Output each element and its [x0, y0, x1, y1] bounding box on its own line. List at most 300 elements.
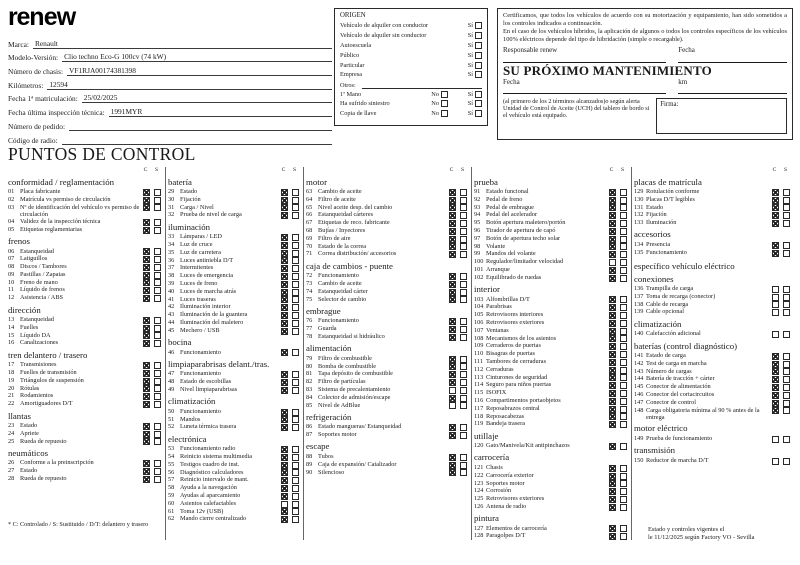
- checklist-item: [168, 204, 299, 212]
- checklist-item: [306, 243, 467, 251]
- item-label: Conector de alimentación: [646, 383, 711, 391]
- checklist-item: [168, 378, 299, 386]
- controlado-checkbox: [281, 477, 288, 484]
- item-number: 146: [634, 391, 644, 399]
- item-checkboxes: [772, 285, 790, 293]
- sustituido-checkbox: [460, 220, 467, 227]
- checklist-item: [8, 385, 161, 393]
- sustituido-checkbox: [460, 424, 467, 431]
- sustituido-checkbox: [292, 349, 299, 356]
- checklist-item: [634, 368, 790, 376]
- section-title: frenos: [8, 236, 30, 246]
- sustituido-checkbox: [292, 462, 299, 469]
- item-label: Pedal del acelerador: [486, 211, 538, 219]
- sustituido-checkbox: [154, 287, 161, 294]
- checklist-item: [168, 319, 299, 327]
- item-number: 105: [474, 311, 484, 319]
- item-label: Latiguillos: [20, 255, 48, 263]
- item-number: 78: [306, 332, 313, 340]
- checklist-item: [634, 375, 790, 383]
- item-label: Mecanismos de los asientos: [486, 334, 557, 342]
- controlado-checkbox: [772, 294, 779, 301]
- sustituido-checkbox: [460, 204, 467, 211]
- checklist-item: [634, 196, 790, 204]
- item-label: Cambio de aceite: [318, 188, 362, 195]
- controlado-header: C: [143, 167, 148, 173]
- item-checkboxes: [772, 352, 790, 360]
- item-checkboxes: [772, 241, 790, 249]
- item-label: Batería de tracción + cárter: [646, 375, 715, 383]
- item-label: Pedal de freno: [486, 195, 523, 203]
- checklist-item: [474, 219, 627, 227]
- sustituido-checkbox: [292, 454, 299, 461]
- item-number: 16: [8, 339, 15, 347]
- field-underline: [33, 39, 332, 49]
- next-maintenance-title: SU PRÓXIMO MANTENIMIENTO: [503, 63, 712, 78]
- checklist-column: [472, 167, 632, 540]
- item-number: 51: [168, 415, 175, 423]
- sustituido-checkbox: [292, 379, 299, 386]
- item-checkboxes: [772, 211, 790, 219]
- checklist-item: [474, 188, 627, 196]
- checklist-item: [168, 515, 299, 523]
- origen-row-label: Vehículo de alquiler con conductor: [340, 22, 429, 30]
- section-title: utillaje: [474, 430, 499, 441]
- item-checkboxes: [449, 363, 467, 371]
- item-label: Reinicio intervalo de mant.: [180, 476, 249, 484]
- sustituido-checkbox: [292, 508, 299, 515]
- si-label: Sí: [467, 71, 473, 79]
- controlado-checkbox: [449, 371, 456, 378]
- checklist-item: [8, 188, 161, 196]
- checklist-item: [8, 430, 161, 438]
- item-number: 73: [306, 279, 313, 287]
- item-checkboxes: [449, 461, 467, 469]
- item-number: 45: [168, 326, 175, 334]
- item-checkboxes: [143, 369, 161, 377]
- item-label: Fijación: [646, 211, 667, 219]
- item-number: 130: [634, 195, 644, 203]
- checklist-item: [168, 303, 299, 311]
- checklist-item: [168, 370, 299, 378]
- item-checkboxes: [143, 339, 161, 347]
- sustituido-checkbox: [292, 485, 299, 492]
- controlado-checkbox: [609, 374, 616, 381]
- section-title: pintura: [474, 513, 499, 524]
- controlado-checkbox: [281, 242, 288, 249]
- item-number: 46: [168, 348, 175, 356]
- controlado-checkbox: [143, 227, 150, 234]
- item-number: 101: [474, 265, 484, 273]
- item-label: Luces traseras: [180, 295, 216, 303]
- item-checkboxes: [772, 293, 790, 301]
- controlado-checkbox: [449, 296, 456, 303]
- item-number: 150: [634, 456, 644, 464]
- field-label: Fecha última inspección técnica:: [8, 108, 105, 118]
- item-number: 26: [8, 459, 15, 467]
- item-label: Estado mangueras/ Estanqueidad: [318, 423, 402, 431]
- checklist-item: [8, 218, 161, 226]
- sustituido-checkbox: [154, 401, 161, 408]
- item-checkboxes: [281, 378, 299, 386]
- sustituido-checkbox: [620, 465, 627, 472]
- item-checkboxes: [609, 204, 627, 212]
- legend-note: * C: Controlado / S: Sustituido / D/T: delantero y trasero: [8, 521, 149, 528]
- si-option: [466, 32, 482, 39]
- sustituido-checkbox: [620, 504, 627, 511]
- item-number: 131: [634, 203, 644, 211]
- item-number: 134: [634, 240, 644, 248]
- sustituido-checkbox: [292, 257, 299, 264]
- item-label: Estanqueidad si hidráulico: [318, 332, 385, 340]
- sustituido-checkbox: [620, 320, 627, 327]
- checklist-item: [634, 457, 790, 465]
- checklist-item: [8, 294, 161, 302]
- controlado-checkbox: [143, 189, 150, 196]
- item-checkboxes: [449, 394, 467, 402]
- fecha-field: Fecha: [678, 46, 787, 63]
- controlado-checkbox: [609, 212, 616, 219]
- controlado-checkbox: [143, 287, 150, 294]
- checklist-item: [168, 296, 299, 304]
- sustituido-checkbox: [292, 312, 299, 319]
- origen-row-label: Vehículo de alquiler sin conductor: [340, 32, 427, 40]
- item-label: Iluminación interior: [180, 303, 231, 311]
- checklist-item: [8, 467, 161, 475]
- controlado-checkbox: [449, 326, 456, 333]
- item-number: 111: [474, 357, 483, 365]
- renew-logo: [8, 4, 332, 31]
- item-label: Transmisiones: [20, 361, 57, 369]
- item-number: 96: [474, 226, 481, 234]
- item-checkboxes: [281, 241, 299, 249]
- checklist-item: [306, 386, 467, 394]
- checklist-item: [634, 399, 790, 407]
- checklist-column: [8, 167, 166, 540]
- controlado-checkbox: [143, 204, 150, 211]
- item-number: 65: [306, 203, 313, 211]
- sustituido-checkbox: [783, 392, 790, 399]
- item-number: 64: [306, 195, 313, 203]
- controlado-checkbox: [609, 243, 616, 250]
- item-checkboxes: [609, 480, 627, 488]
- item-label: ISOFIX: [486, 389, 507, 397]
- field-value: 25/02/2025: [83, 93, 118, 103]
- item-checkboxes: [449, 333, 467, 341]
- controlado-checkbox: [772, 376, 779, 383]
- origen-row-label: Autoescuela: [340, 41, 372, 49]
- item-number: 93: [474, 203, 481, 211]
- item-label: Estado de la correa: [318, 242, 367, 250]
- vehicle-field-row: [8, 62, 332, 76]
- checklist-item: [634, 241, 790, 249]
- controlado-checkbox: [281, 312, 288, 319]
- item-label: Regulador/limitador velocidad: [486, 258, 564, 266]
- section-title: tren delantero / trasero: [8, 349, 88, 360]
- sustituido-checkbox: [292, 289, 299, 296]
- checklist-item: [306, 325, 467, 333]
- checklist-item: [306, 204, 467, 212]
- logo-re: re: [8, 3, 30, 31]
- item-number: 144: [634, 375, 644, 383]
- item-number: 70: [306, 242, 313, 250]
- item-number: 110: [474, 350, 484, 358]
- item-number: 99: [474, 250, 481, 258]
- item-number: 84: [306, 393, 313, 401]
- sustituido-checkbox: [783, 384, 790, 391]
- vehicle-field-row: [8, 90, 332, 104]
- sustituido-checkbox: [783, 197, 790, 204]
- si-option: [466, 22, 482, 29]
- checklist-item: [306, 296, 467, 304]
- checklist-item: [168, 196, 299, 204]
- checklist-item: [634, 435, 790, 443]
- checklist-columns: [8, 167, 794, 540]
- item-label: Rueda de repuesto: [20, 475, 67, 483]
- sustituido-checkbox: [620, 197, 627, 204]
- item-checkboxes: [609, 243, 627, 251]
- item-checkboxes: [609, 274, 627, 282]
- item-number: 77: [306, 325, 313, 333]
- item-number: 100: [474, 258, 484, 266]
- item-checkboxes: [281, 484, 299, 492]
- item-label: Asientos calefactables: [180, 499, 237, 507]
- item-label: Bomba de combustible: [318, 362, 377, 370]
- controlado-checkbox: [281, 212, 288, 219]
- item-number: 41: [168, 295, 175, 303]
- controlado-checkbox: [143, 295, 150, 302]
- item-number: 35: [168, 248, 175, 256]
- checklist-item: [8, 459, 161, 467]
- item-checkboxes: [772, 383, 790, 391]
- item-label: Funcionamiento: [180, 370, 221, 378]
- item-checkboxes: [143, 361, 161, 369]
- next-km-field: km: [678, 78, 787, 94]
- item-number: 03: [8, 203, 15, 211]
- item-checkboxes: [449, 378, 467, 386]
- no-label: No: [431, 90, 439, 98]
- item-label: Discos / Tambores: [20, 263, 67, 271]
- item-label: Triángulos de suspensión: [20, 376, 84, 384]
- no-label: No: [431, 100, 439, 108]
- item-label: Volante: [486, 242, 506, 250]
- controlado-checkbox: [772, 400, 779, 407]
- item-label: Nivel de AdBlue: [318, 401, 361, 409]
- item-number: 34: [168, 240, 175, 248]
- item-number: 40: [168, 287, 175, 295]
- sustituido-checkbox: [154, 393, 161, 400]
- item-number: 72: [306, 272, 313, 280]
- controlado-checkbox: [772, 331, 779, 338]
- controlado-checkbox: [609, 197, 616, 204]
- item-checkboxes: [281, 508, 299, 516]
- item-label: Estado funcional: [486, 188, 529, 195]
- cs-header: [8, 167, 161, 174]
- section-title: específico vehículo eléctrico: [634, 260, 735, 271]
- si-checkbox: [475, 100, 482, 107]
- sustituido-checkbox: [460, 462, 467, 469]
- item-number: 44: [168, 318, 175, 326]
- item-checkboxes: [281, 257, 299, 265]
- item-label: Rodamientos: [20, 392, 54, 400]
- field-underline: [69, 130, 332, 131]
- controlado-checkbox: [609, 488, 616, 495]
- si-label: Sí: [467, 41, 473, 49]
- item-checkboxes: [143, 316, 161, 324]
- si-checkbox: [475, 32, 482, 39]
- item-number: 87: [306, 431, 313, 439]
- checklist-item: [8, 438, 161, 446]
- item-number: 120: [474, 442, 484, 450]
- item-label: Ayuda a la navegación: [180, 484, 237, 492]
- sustituido-checkbox: [460, 273, 467, 280]
- checklist-item: [306, 378, 467, 386]
- vehicle-field-row: [8, 49, 332, 63]
- checklist-item: [306, 431, 467, 439]
- item-checkboxes: [281, 211, 299, 219]
- checklist-item: [474, 342, 627, 350]
- validity-note: [648, 526, 755, 541]
- item-checkboxes: [143, 248, 161, 256]
- controlado-checkbox: [449, 243, 456, 250]
- item-checkboxes: [143, 263, 161, 271]
- item-label: Guarda: [318, 325, 337, 333]
- item-checkboxes: [609, 211, 627, 219]
- sustituido-checkbox: [620, 382, 627, 389]
- item-number: 32: [168, 211, 175, 219]
- si-label: Sí: [467, 100, 473, 108]
- item-number: 28: [8, 475, 15, 483]
- sustituido-checkbox: [783, 361, 790, 368]
- cs-header: [168, 167, 299, 174]
- item-label: Ayudas al aparcamiento: [180, 491, 241, 499]
- controlado-checkbox: [281, 189, 288, 196]
- no-checkbox: [441, 110, 448, 117]
- item-number: 47: [168, 370, 175, 378]
- controlado-checkbox: [143, 385, 150, 392]
- item-checkboxes: [772, 391, 790, 399]
- controlado-checkbox: [609, 335, 616, 342]
- item-number: 21: [8, 392, 15, 400]
- item-label: Canalizaciones: [20, 339, 59, 347]
- item-checkboxes: [281, 303, 299, 311]
- item-checkboxes: [281, 515, 299, 523]
- item-checkboxes: [609, 266, 627, 274]
- section-title: batería: [168, 176, 192, 187]
- item-number: 66: [306, 211, 313, 219]
- item-checkboxes: [143, 255, 161, 263]
- sustituido-checkbox: [783, 294, 790, 301]
- item-checkboxes: [281, 386, 299, 394]
- checklist-item: [634, 211, 790, 219]
- item-checkboxes: [143, 286, 161, 294]
- item-label: Mechero / USB: [180, 326, 220, 334]
- controlado-checkbox: [772, 242, 779, 249]
- origen-row: [340, 89, 482, 99]
- si-label: Sí: [467, 51, 473, 59]
- controlado-checkbox: [449, 356, 456, 363]
- item-label: Pastillas / Zapatas: [20, 270, 66, 278]
- sustituido-checkbox: [292, 189, 299, 196]
- sustituido-checkbox: [292, 328, 299, 335]
- item-checkboxes: [449, 272, 467, 280]
- si-label: Sí: [467, 22, 473, 30]
- sustituido-checkbox: [783, 286, 790, 293]
- item-checkboxes: [609, 442, 627, 450]
- checklist-item: [168, 453, 299, 461]
- sustituido-checkbox: [620, 480, 627, 487]
- item-number: 55: [168, 460, 175, 468]
- sustituido-checkbox: [154, 362, 161, 369]
- item-checkboxes: [772, 330, 790, 338]
- item-checkboxes: [609, 525, 627, 533]
- vehicle-info-block: [8, 4, 332, 145]
- checklist-item: [634, 407, 790, 421]
- si-checkbox: [475, 110, 482, 117]
- checklist-item: [168, 311, 299, 319]
- origen-row: [340, 70, 482, 80]
- item-checkboxes: [609, 250, 627, 258]
- sustituido-checkbox: [620, 443, 627, 450]
- checklist-item: [474, 258, 627, 266]
- item-number: 136: [634, 285, 644, 293]
- item-checkboxes: [281, 272, 299, 280]
- item-label: Compartimentos portaobjetos: [486, 396, 561, 404]
- item-checkboxes: [281, 327, 299, 335]
- sustituido-checkbox: [154, 385, 161, 392]
- sustituido-checkbox: [783, 407, 790, 414]
- item-number: 38: [168, 272, 175, 280]
- item-label: Cable opcional: [646, 308, 684, 316]
- item-checkboxes: [281, 370, 299, 378]
- item-number: 103: [474, 295, 484, 303]
- item-label: Luz de carretera: [180, 248, 221, 256]
- origen-row-label: Ha sufrido siniestro: [340, 100, 390, 108]
- section-title: neumáticos: [8, 447, 49, 458]
- item-checkboxes: [609, 335, 627, 343]
- item-checkboxes: [609, 413, 627, 421]
- item-label: Corrosión: [486, 487, 512, 495]
- item-checkboxes: [143, 188, 161, 196]
- item-label: Soportes motor: [486, 479, 525, 487]
- sustituido-checkbox: [620, 228, 627, 235]
- sustituido-checkbox: [620, 259, 627, 266]
- controlado-checkbox: [143, 438, 150, 445]
- sustituido-checkbox: [783, 436, 790, 443]
- item-number: 27: [8, 467, 15, 475]
- si-option: [466, 42, 482, 49]
- item-label: Filtro de partículas: [318, 378, 366, 386]
- sustituido-checkbox: [460, 379, 467, 386]
- controlado-checkbox: [609, 398, 616, 405]
- controlado-checkbox: [281, 371, 288, 378]
- item-number: 128: [474, 532, 484, 540]
- item-number: 92: [474, 195, 481, 203]
- item-checkboxes: [143, 475, 161, 483]
- controlado-checkbox: [281, 446, 288, 453]
- item-checkboxes: [281, 453, 299, 461]
- sustituido-checkbox: [620, 374, 627, 381]
- sustituido-checkbox: [620, 413, 627, 420]
- controlado-checkbox: [772, 436, 779, 443]
- item-label: Iluminación del maletero: [180, 318, 244, 326]
- checklist-item: [306, 355, 467, 363]
- checklist-item: [8, 332, 161, 340]
- item-number: 132: [634, 211, 644, 219]
- item-number: 50: [168, 407, 175, 415]
- vehicle-field-row: [8, 35, 332, 49]
- item-number: 149: [634, 434, 644, 442]
